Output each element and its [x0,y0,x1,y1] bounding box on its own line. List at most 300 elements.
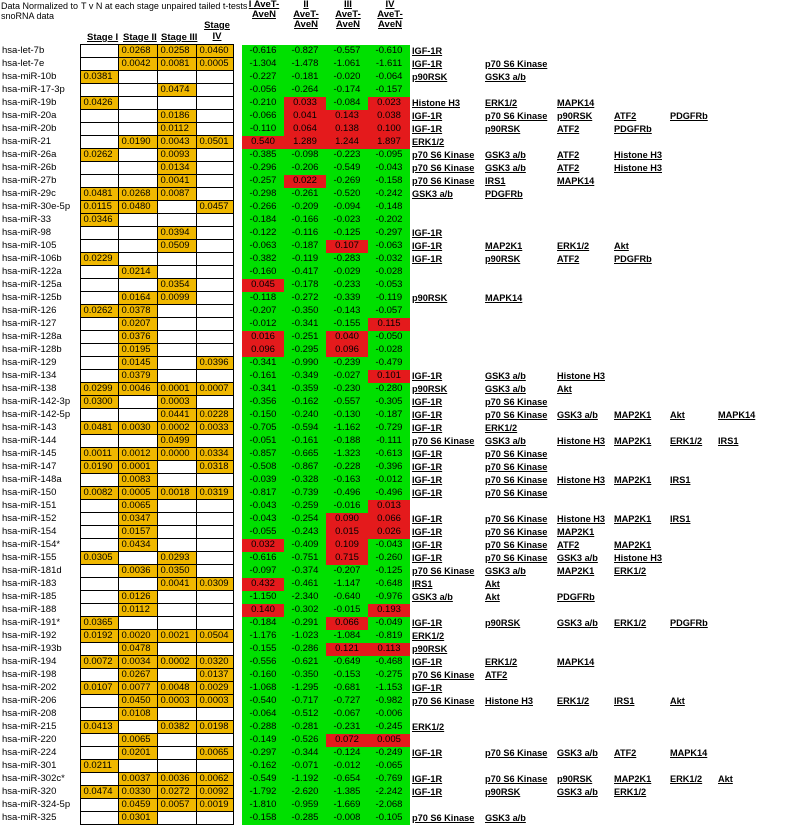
target-link[interactable]: Histone H3 [557,371,605,381]
mirna-name: hsa-miR-26b [2,162,57,173]
ave-diff-cell: -0.594 [284,422,326,435]
ave-diff-cell: 1.897 [368,136,410,149]
stage-pvalue-cell [80,539,118,552]
target-link[interactable]: PDGFRb [670,111,708,121]
target-link[interactable]: IGF-1R [412,527,443,537]
target-link[interactable]: p70 S6 Kinase [485,410,548,420]
column-gap [233,812,242,825]
target-link[interactable]: Akt [485,592,500,602]
target-link[interactable]: IGF-1R [412,683,443,693]
target-link[interactable]: IGF-1R [412,488,443,498]
target-link[interactable]: ERK1/2 [557,241,590,251]
column-gap [233,656,242,669]
stage-pvalue-cell [80,227,118,240]
target-empty [483,708,555,721]
target-link[interactable]: IGF-1R [412,449,443,459]
ave-diff-cell: -0.417 [284,266,326,279]
target-empty [668,370,716,383]
ave-diff-cell: -0.056 [242,84,284,97]
ave-diff-cell: -0.155 [242,643,284,656]
target-link[interactable]: GSK3 a/b [557,410,598,420]
target-empty [555,292,612,305]
stage-pvalue-cell [118,149,157,162]
target-link[interactable]: GSK3 a/b [557,553,598,563]
target-link[interactable]: MAPK14 [557,98,595,108]
target-link[interactable]: GSK3 a/b [485,163,526,173]
target-link[interactable]: IGF-1R [412,657,443,667]
stage-pvalue-cell [118,721,157,734]
target-link[interactable]: p90RSK [485,618,521,628]
target-link[interactable]: p70 S6 Kinase [412,436,475,446]
target-link[interactable]: p70 S6 Kinase [412,696,475,706]
target-link[interactable]: p90RSK [412,293,448,303]
stage-pvalue-cell: 0.0258 [157,45,196,58]
target-link[interactable]: ERK1/2 [614,787,647,797]
target-link[interactable]: IGF-1R [412,371,443,381]
ave-diff-cell: -0.125 [326,227,368,240]
stage-iii-header: Stage III [161,32,198,43]
target-link[interactable]: p70 S6 Kinase [485,475,548,485]
stage-pvalue-cell: 0.0065 [118,734,157,747]
target-link[interactable]: ATF2 [557,254,580,264]
ave-diff-cell: 0.100 [368,123,410,136]
target-link[interactable]: Akt [614,241,629,251]
ave-diff-cell: -0.160 [242,266,284,279]
mirna-name: hsa-miR-106b [2,253,62,264]
mirna-name: hsa-miR-142-5p [2,409,71,420]
target-link[interactable]: IGF-1R [412,228,443,238]
table-row [0,214,761,227]
target-link[interactable]: Histone H3 [614,553,662,563]
ave-diff-cell: -0.057 [368,305,410,318]
ave-diff-cell: -0.020 [326,71,368,84]
stage-pvalue-cell [80,292,118,305]
target-link[interactable]: ERK1/2 [412,631,445,641]
stage-pvalue-cell [196,84,233,97]
target-empty [483,305,555,318]
target-empty [716,604,761,617]
target-link[interactable]: GSK3 a/b [485,371,526,381]
target-link[interactable]: MAP2K1 [485,241,523,251]
target-link[interactable]: p90RSK [412,72,448,82]
target-empty [612,760,668,773]
target-link[interactable]: ATF2 [557,124,580,134]
target-link[interactable]: GSK3 a/b [485,436,526,446]
stage-pvalue-cell: 0.0504 [196,630,233,643]
target-link[interactable]: IGF-1R [412,748,443,758]
table-row [0,591,761,604]
target-link[interactable]: MAP2K1 [614,475,652,485]
target-link[interactable]: MAPK14 [557,176,595,186]
ave-diff-cell: -1.147 [326,578,368,591]
target-link[interactable]: p90RSK [412,384,448,394]
target-link[interactable]: ERK1/2 [670,436,703,446]
target-link[interactable]: p70 S6 Kinase [485,540,548,550]
target-link[interactable]: MAPK14 [485,293,523,303]
ave-diff-cell: -0.207 [326,565,368,578]
ave-diff-cell: -0.043 [242,513,284,526]
mirna-name: hsa-miR-152 [2,513,57,524]
target-link[interactable]: MAPK14 [557,657,595,667]
target-link[interactable]: GSK3 a/b [485,150,526,160]
ave-diff-cell: -0.032 [368,253,410,266]
target-empty [555,500,612,513]
target-link[interactable]: IGF-1R [412,553,443,563]
ave-diff-cell: -0.230 [326,383,368,396]
target-empty [483,84,555,97]
target-empty [483,266,555,279]
target-link[interactable]: GSK3 a/b [485,566,526,576]
target-link[interactable]: Akt [670,410,685,420]
table-row [0,123,761,136]
target-link[interactable]: p70 S6 Kinase [412,670,475,680]
target-link[interactable]: ERK1/2 [670,774,703,784]
target-link[interactable]: GSK3 a/b [557,748,598,758]
target-link[interactable]: p70 S6 Kinase [485,59,548,69]
target-empty [612,422,668,435]
ave-diff-cell: -1.304 [242,58,284,71]
target-link[interactable]: p70 S6 Kinase [412,566,475,576]
mirna-name: hsa-miR-134 [2,370,57,381]
target-link[interactable]: IGF-1R [412,124,443,134]
stage-pvalue-cell [157,734,196,747]
target-link[interactable]: p70 S6 Kinase [485,449,548,459]
target-link[interactable]: MAPK14 [670,748,708,758]
target-link[interactable]: Histone H3 [485,696,533,706]
target-link[interactable]: IGF-1R [412,475,443,485]
ave-diff-cell: -0.227 [242,71,284,84]
target-link[interactable]: ERK1/2 [485,98,518,108]
target-link[interactable]: ATF2 [557,163,580,173]
ave-diff-cell: 0.121 [326,643,368,656]
target-link[interactable]: ERK1/2 [485,423,518,433]
target-empty [555,396,612,409]
target-empty [716,552,761,565]
target-link[interactable]: PDGFRb [485,189,523,199]
stage-pvalue-cell [157,604,196,617]
target-empty [483,630,555,643]
target-empty [612,630,668,643]
stage-pvalue-cell [157,539,196,552]
stage-pvalue-cell: 0.0382 [157,721,196,734]
ave-diff-cell: 0.015 [326,526,368,539]
target-link[interactable]: IGF-1R [412,423,443,433]
target-empty [716,799,761,812]
table-row [0,266,761,279]
target-link[interactable]: ERK1/2 [614,618,647,628]
target-link[interactable]: ATF2 [614,111,637,121]
stage-pvalue-cell [80,240,118,253]
target-link[interactable]: p90RSK [485,787,521,797]
target-empty [612,669,668,682]
ave-diff-cell: -0.266 [242,201,284,214]
target-empty [410,734,483,747]
target-link[interactable]: p70 S6 Kinase [412,813,475,823]
target-link[interactable]: p70 S6 Kinase [485,488,548,498]
stage-pvalue-cell: 0.0005 [196,58,233,71]
target-link[interactable]: IGF-1R [412,59,443,69]
column-gap [233,305,242,318]
target-link[interactable]: Histone H3 [557,514,605,524]
ave-diff-cell: -0.261 [284,188,326,201]
target-link[interactable]: MAP2K1 [614,774,652,784]
mirna-name: hsa-miR-324-5p [2,799,71,810]
target-link[interactable]: IGF-1R [412,410,443,420]
target-link[interactable]: Histone H3 [557,475,605,485]
target-link[interactable]: IRS1 [485,176,506,186]
ave-diff-cell: 0.064 [284,123,326,136]
target-link[interactable]: IGF-1R [412,774,443,784]
ave-diff-cell: -0.739 [284,487,326,500]
ave-col-i-header [248,0,280,20]
target-link[interactable]: IGF-1R [412,46,443,56]
stage-pvalue-cell: 0.0192 [80,630,118,643]
stage-pvalue-cell: 0.0207 [118,318,157,331]
table-row [0,58,761,71]
target-link[interactable]: IRS1 [670,475,691,485]
mirna-name: hsa-miR-129 [2,357,57,368]
ave-diff-cell: 0.032 [242,539,284,552]
mirna-name: hsa-miR-147 [2,461,57,472]
target-link[interactable]: GSK3 a/b [557,618,598,628]
stage-pvalue-cell [80,162,118,175]
ave-diff-cell: -0.508 [242,461,284,474]
column-gap [233,760,242,773]
target-link[interactable]: p70 S6 Kinase [485,748,548,758]
stage-pvalue-cell [118,214,157,227]
column-gap [233,344,242,357]
target-empty [555,487,612,500]
target-link[interactable]: IGF-1R [412,254,443,264]
target-empty [668,786,716,799]
target-link[interactable]: p90RSK [557,111,593,121]
target-link[interactable]: p90RSK [412,644,448,654]
column-gap [233,318,242,331]
target-link[interactable]: MAP2K1 [614,514,652,524]
stage-pvalue-cell [80,409,118,422]
target-link[interactable]: GSK3 a/b [485,72,526,82]
target-empty [612,383,668,396]
target-link[interactable]: ERK1/2 [614,566,647,576]
target-link[interactable]: PDGFRb [614,124,652,134]
mirna-name: hsa-miR-325 [2,812,57,823]
ave-diff-cell: -0.166 [284,214,326,227]
mirna-name: hsa-miR-191* [2,617,61,628]
target-link[interactable]: p70 S6 Kinase [412,150,475,160]
target-empty [668,656,716,669]
target-empty [668,526,716,539]
stage-pvalue-cell [157,318,196,331]
target-empty [716,591,761,604]
target-link[interactable]: GSK3 a/b [485,384,526,394]
target-link[interactable]: ERK1/2 [557,696,590,706]
target-empty [410,318,483,331]
ave-diff-cell: -0.119 [284,253,326,266]
target-empty [668,682,716,695]
ave-diff-cell: -0.178 [284,279,326,292]
target-link[interactable]: Histone H3 [412,98,460,108]
target-link[interactable]: IRS1 [670,514,691,524]
target-link[interactable]: ATF2 [614,748,637,758]
target-empty [716,331,761,344]
column-gap [233,734,242,747]
column-gap [233,331,242,344]
column-gap [233,162,242,175]
target-link[interactable]: Histone H3 [614,150,662,160]
target-link[interactable]: IRS1 [412,579,433,589]
stage-pvalue-cell [196,760,233,773]
target-link[interactable]: IRS1 [614,696,635,706]
target-empty [612,357,668,370]
column-gap [233,461,242,474]
target-empty [716,721,761,734]
column-gap [233,500,242,513]
target-link[interactable]: p70 S6 Kinase [485,397,548,407]
mirna-name: hsa-miR-10b [2,71,57,82]
column-gap [233,435,242,448]
mirna-name: hsa-miR-302c* [2,773,65,784]
target-link[interactable]: ERK1/2 [485,657,518,667]
ave-diff-cell: -1.478 [284,58,326,71]
stage-pvalue-cell [196,266,233,279]
target-link[interactable]: ATF2 [485,670,508,680]
target-link[interactable]: Histone H3 [614,163,662,173]
stage-pvalue-cell: 0.0481 [80,422,118,435]
target-link[interactable]: MAP2K1 [614,540,652,550]
column-gap [233,214,242,227]
mirna-name: hsa-miR-128b [2,344,62,355]
mirna-name: hsa-miR-145 [2,448,57,459]
ave-diff-cell: -0.396 [368,461,410,474]
target-link[interactable]: PDGFRb [670,618,708,628]
target-link[interactable]: IGF-1R [412,462,443,472]
ave-diff-cell: -0.819 [368,630,410,643]
target-link[interactable]: ATF2 [557,540,580,550]
stage-pvalue-cell [157,344,196,357]
target-link[interactable]: Histone H3 [557,436,605,446]
target-empty [668,305,716,318]
ave-diff-cell: -0.064 [368,71,410,84]
target-link[interactable]: p70 S6 Kinase [485,462,548,472]
target-link[interactable]: GSK3 a/b [557,787,598,797]
target-link[interactable]: GSK3 a/b [412,189,453,199]
stage-pvalue-cell [118,240,157,253]
target-link[interactable]: MAP2K1 [614,436,652,446]
mirna-name: hsa-miR-150 [2,487,57,498]
target-link[interactable]: IGF-1R [412,111,443,121]
target-link[interactable]: p90RSK [485,124,521,134]
target-link[interactable]: p70 S6 Kinase [412,163,475,173]
target-link[interactable]: p70 S6 Kinase [485,111,548,121]
target-link[interactable]: ERK1/2 [412,137,445,147]
target-empty [483,500,555,513]
stage-pvalue-cell: 0.0481 [80,188,118,201]
target-link[interactable]: ERK1/2 [412,722,445,732]
ave-diff-cell: -0.245 [368,721,410,734]
target-empty [612,578,668,591]
column-gap [233,565,242,578]
column-gap [233,45,242,58]
target-link[interactable]: Akt [718,774,733,784]
stage-pvalue-cell [196,110,233,123]
target-empty [716,461,761,474]
target-link[interactable]: IGF-1R [412,514,443,524]
target-link[interactable]: p70 S6 Kinase [485,527,548,537]
target-link[interactable]: Akt [485,579,500,589]
target-empty [612,799,668,812]
ave-diff-cell: -0.520 [326,188,368,201]
column-gap [233,487,242,500]
target-link[interactable]: IGF-1R [412,787,443,797]
target-link[interactable]: p70 S6 Kinase [485,774,548,784]
target-link[interactable]: PDGFRb [614,254,652,264]
target-link[interactable]: p90RSK [485,254,521,264]
stage-pvalue-cell [196,474,233,487]
column-gap [233,84,242,97]
target-link[interactable]: Akt [670,696,685,706]
target-link[interactable]: ATF2 [557,150,580,160]
target-link[interactable]: MAP2K1 [614,410,652,420]
stage-pvalue-cell: 0.0065 [196,747,233,760]
mirna-name: hsa-miR-143 [2,422,57,433]
ave-diff-cell: -0.512 [284,708,326,721]
column-gap [233,617,242,630]
target-link[interactable]: IRS1 [718,436,739,446]
table-row [0,448,761,461]
ave-diff-cell: 1.289 [284,136,326,149]
table-row [0,812,761,825]
table-row [0,357,761,370]
target-link[interactable]: p70 S6 Kinase [412,176,475,186]
stage-pvalue-cell: 0.0480 [118,201,157,214]
ave-col-i-label: I AveT-AveN [248,0,280,20]
target-empty [612,97,668,110]
target-empty [716,500,761,513]
ave-diff-cell: -0.374 [284,565,326,578]
target-link[interactable]: GSK3 a/b [412,592,453,602]
ave-diff-cell: -0.161 [242,370,284,383]
target-empty [612,84,668,97]
target-empty [716,786,761,799]
target-empty [716,214,761,227]
ave-diff-cell: -0.297 [242,747,284,760]
target-empty [410,331,483,344]
stage-pvalue-cell [196,344,233,357]
stage-pvalue-cell: 0.0145 [118,357,157,370]
target-link[interactable]: IGF-1R [412,618,443,628]
stage-pvalue-cell: 0.0157 [118,526,157,539]
target-link[interactable]: p70 S6 Kinase [485,514,548,524]
stage-pvalue-cell: 0.0005 [118,487,157,500]
target-link[interactable]: MAPK14 [718,410,756,420]
ave-diff-cell: -0.496 [326,487,368,500]
target-link[interactable]: GSK3 a/b [485,813,526,823]
target-link[interactable]: IGF-1R [412,540,443,550]
target-link[interactable]: MAP2K1 [557,566,595,576]
target-link[interactable]: p90RSK [557,774,593,784]
target-empty [612,487,668,500]
target-link[interactable]: Akt [557,384,572,394]
target-link[interactable]: IGF-1R [412,397,443,407]
target-link[interactable]: PDGFRb [557,592,595,602]
target-empty [716,656,761,669]
target-link[interactable]: IGF-1R [412,241,443,251]
target-link[interactable]: MAP2K1 [557,527,595,537]
stage-pvalue-cell [80,591,118,604]
ttest-note: T v N at each stage unpaired tailed t-tests [81,1,248,11]
target-link[interactable]: p70 S6 Kinase [485,553,548,563]
stage-pvalue-cell [196,435,233,448]
